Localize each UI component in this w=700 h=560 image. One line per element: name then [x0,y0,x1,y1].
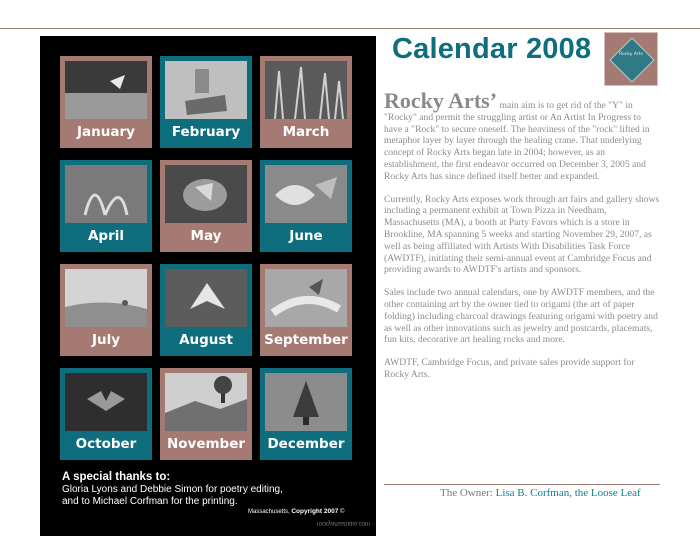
month-label: June [289,228,323,244]
thanks-line-1: Gloria Lyons and Debbie Simon for poetry editing, [62,484,283,495]
month-tile-may [160,160,252,252]
rocky-arts-logo [604,32,658,86]
thanks-title: A special thanks to: [62,471,171,483]
leaves-origami-icon [265,165,347,223]
origami-crane-icon [165,269,247,327]
about-paragraph-1-text: main aim is to get rid of the "Y" in "Rocky" and permit the struggling artist or An Artist In Progress to have a "Rock" to secure oneself. The heaviness of the "rock" lifted in metaphor layer by layer through the healing crane. That underlying concept of Rocky Arts began late in 2004; however, as an establishment, the first endeavor occurred on December 3, 2005 and Rocky Arts has since defined itself better and expanded. [384,100,650,182]
logo-diamond-icon [609,37,654,82]
month-label: December [267,436,345,452]
about-paragraph-2: Currently, Rocky Arts exposes work through art fairs and gallery shows including a permanent exhibit at Town Pizza in Needham, Massachusetts (MA), a booth at Party Favors which is a store in Brookline, MA spanning 5 weeks and starting November 29, 2007, as well as being affiliated with Artists With Disabilities Task Force (AWDTF), initiating their semi-annual event at Cambridge Focus and providing awards to AWDTF's artists and sponsors. [384,193,660,276]
owner-name: Lisa B. Corfman, the Loose Leaf [495,487,641,499]
owner-credit [440,487,700,499]
month-tile-october [60,368,152,460]
bottom-divider [384,484,660,485]
easel-drawing-icon [165,61,247,119]
month-label: November [166,436,246,452]
special-thanks [62,471,362,508]
month-tile-august [160,264,252,356]
month-tile-april [60,160,152,252]
plant-leaves-icon [65,165,147,223]
logo-text: Rocky Arts [619,52,643,57]
month-label: July [91,332,121,348]
about-paragraph-3: Sales include two annual calendars, one by AWDTF members, and the other containing art by the owner tied to origami (the art of paper folding) including charcoal drawings featuring origami with poetry and as well as other innovations such as jewelry and postcards, placemats, fun kits, decorative art healing rocks and more. [384,287,658,346]
month-tile-january [60,56,152,148]
month-label: February [171,124,241,140]
about-paragraph-4: AWDTF, Cambridge Focus, and private sales provide support for Rocky Arts. [384,357,635,380]
hands-origami-icon [265,269,347,327]
copyright-place: Massachusetts, [248,509,290,515]
about-paragraph-1 [384,88,660,183]
christmas-tree-room-icon [265,373,347,431]
thanks-line-2: and to Michael Corfman for the printing. [62,496,238,507]
about-text [384,88,660,392]
month-tile-november [160,368,252,460]
brand-name: Rocky Arts’ [384,88,498,113]
copyright-symbol: © [340,509,345,515]
month-label: May [190,228,222,244]
beach-shore-icon [65,269,147,327]
month-tile-september [260,264,352,356]
month-tile-june [260,160,352,252]
calendar-month-grid [40,36,376,536]
mirrored-website-text: rockyartsstudio.com [316,520,370,526]
month-label: October [75,436,137,452]
month-tile-july [60,264,152,356]
origami-bird-waterfront-icon [65,61,147,119]
tall-grass-icon [265,61,347,119]
month-tile-march [260,56,352,148]
month-label: March [282,124,330,140]
page-title: Calendar 2008 [392,33,592,65]
sculpture-figure-icon [165,165,247,223]
landscape-tree-icon [165,373,247,431]
month-label: April [87,228,125,244]
owner-prefix: The Owner: [440,487,493,499]
month-tile-december [260,368,352,460]
copyright-label: Copyright 2007 [291,508,339,515]
month-label: August [179,332,233,348]
month-label: September [264,332,348,348]
top-divider [0,28,700,29]
copyright-notice [248,508,372,515]
bat-night-icon [65,373,147,431]
month-label: January [77,124,135,140]
month-tile-february [160,56,252,148]
